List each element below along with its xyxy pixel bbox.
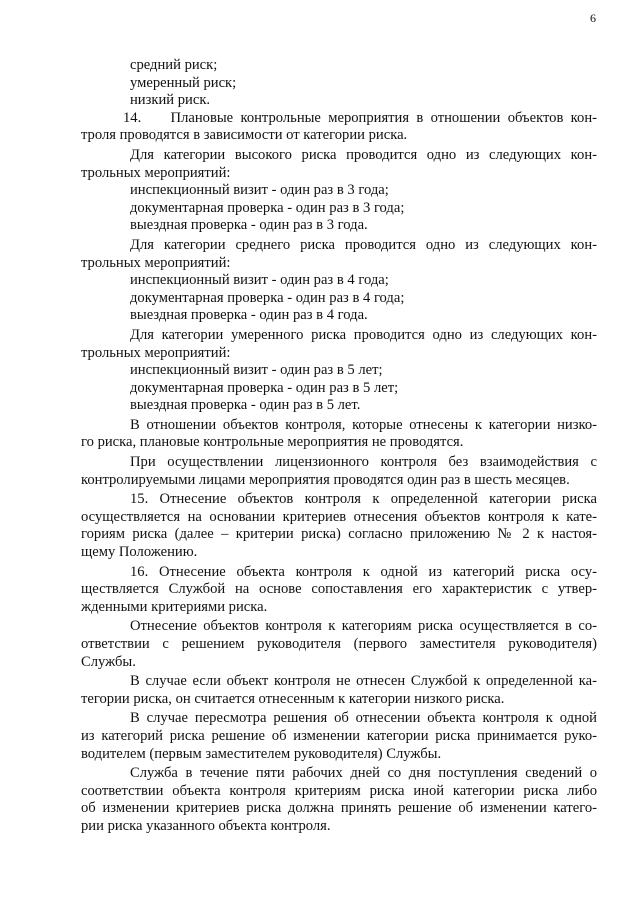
text-line: 14. Плановые контрольные мероприятия в отношении объектов кон- — [123, 109, 597, 126]
text-line: выездная проверка - один раз в 3 года. — [130, 217, 368, 234]
text-line: ответствии с решением руководителя (первого заместителя руководителя) — [81, 636, 597, 652]
text-line: 16. Отнесение объекта контроля к одной из категорий риска осу- — [130, 563, 597, 580]
text-line: Для категории высокого риска проводится одно из следующих кон- — [130, 146, 597, 163]
text-line: трольных мероприятий: — [81, 254, 231, 271]
text-line: инспекционный визит - один раз в 3 года; — [130, 182, 389, 199]
text-line: осуществляется на основании критериев отнесения объектов контроля к кате- — [81, 508, 597, 525]
text-line: выездная проверка - один раз в 5 лет. — [130, 397, 361, 414]
text-line: трольных мероприятий: — [81, 164, 231, 181]
text-line: трольных мероприятий: — [81, 344, 231, 361]
document-body — [81, 57, 597, 836]
text-line: жденными критериями риска. — [81, 598, 268, 615]
text-line: документарная проверка - один раз в 4 года; — [130, 289, 405, 306]
text-line: Отнесение объектов контроля к категориям риска осуществляется в со- — [130, 618, 597, 635]
text-line: В случае если объект контроля не отнесен Службой к определенной ка- — [130, 673, 597, 690]
text-line: го риска, плановые контрольные мероприятия не проводятся. — [81, 434, 464, 451]
text-line: гориям риска (далее – критерии риска) согласно приложению № 2 к настоя- — [81, 526, 597, 543]
text-line: соответствии объекта контроля критериям риска иной категории риска либо — [81, 782, 597, 799]
text-line: ществляется Службой на основе сопоставления его характеристик с утвер- — [81, 581, 597, 598]
text-line: инспекционный визит - один раз в 5 лет; — [130, 362, 383, 379]
text-line: из категорий риска решение об изменении категории риска принимается руко- — [81, 727, 597, 744]
text-line: Для категории умеренного риска проводится одно из следующих кон- — [130, 326, 597, 343]
text-line: рии риска указанного объекта контроля. — [81, 817, 331, 834]
text-line: низкий риск. — [130, 92, 211, 109]
text-line: контролируемыми лицами мероприятия проводятся один раз в шесть месяцев. — [81, 471, 570, 488]
page-number: 6 — [590, 11, 596, 25]
text-line: документарная проверка - один раз в 5 лет; — [130, 379, 399, 396]
text-line: инспекционный визит - один раз в 4 года; — [130, 272, 389, 289]
text-line: Служба в течение пяти рабочих дней со дня поступления сведений о — [130, 765, 597, 782]
text-line: выездная проверка - один раз в 4 года. — [130, 307, 368, 324]
text-line: 15. Отнесение объектов контроля к определенной категории риска — [130, 491, 597, 508]
text-line: об изменении критериев риска должна принять решение об изменении катего- — [81, 800, 597, 817]
text-line: троля проводятся в зависимости от категории риска. — [81, 127, 408, 144]
text-line: Службы. — [81, 653, 136, 670]
text-line: тегории риска, он считается отнесенным к категории низкого риска. — [81, 690, 505, 707]
text-line: щему Положению. — [81, 544, 198, 561]
text-line: При осуществлении лицензионного контроля без взаимодействия с — [130, 454, 597, 471]
text-line: документарная проверка - один раз в 3 года; — [130, 199, 405, 216]
text-line: В случае пересмотра решения об отнесении объекта контроля к одной — [130, 710, 597, 727]
text-line: средний риск; — [130, 57, 218, 73]
text-line: водителем (первым заместителем руководителя) Службы. — [81, 745, 442, 762]
text-line: умеренный риск; — [130, 74, 237, 91]
text-line: Для категории среднего риска проводится одно из следующих кон- — [130, 236, 597, 253]
text-line: В отношении объектов контроля, которые отнесены к категории низко- — [130, 416, 597, 433]
